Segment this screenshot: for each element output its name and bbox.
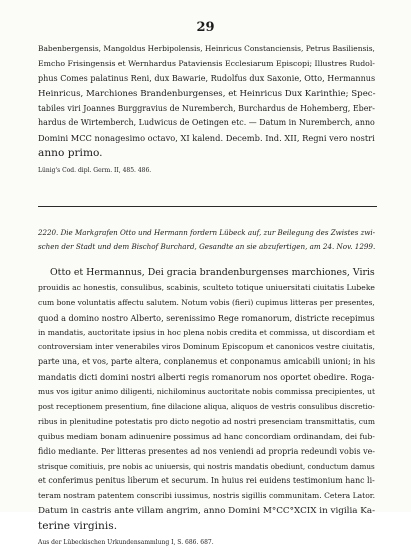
heading-line: schen der Stadt und dem Bischof Burchard, Gesandte an sie abzufertigen, am 24. Nov. 1299. xyxy=(38,242,376,252)
text-line: Datum in castris ante villam angrim, anno Domini M°CC°XCIX in vigilia Ka- xyxy=(38,506,376,517)
text-line: terine virginis. xyxy=(38,520,118,533)
text-line: teram nostram patentem conscribi iussimus, nostris sigillis communitam. Cetera Lator. xyxy=(38,491,376,501)
text-line: ribus in plenitudine potestatis pro dicto negotio ad nostri presenciam transmittatis, cum xyxy=(38,416,375,426)
text-line: phus Comes palatinus Reni, dux Bawarie, Rudolfus dux Saxonie, Otto, Hermannus xyxy=(38,73,376,83)
source-note: Lünig's Cod. dipl. Germ. II, 485. 486. xyxy=(38,167,152,175)
text-line: prouidis ac honestis, consulibus, scabinis, sculteto totique uniuersitati ciuitatis Lubeke xyxy=(38,282,375,292)
text-line: quibus mediam bonam adinuenire possimus ad hanc concordiam ordinandam, dei fub- xyxy=(38,431,375,441)
separator-line xyxy=(38,206,377,207)
text-line: tabiles viri Joannes Burggravius de Nuremberch, Burchardus de Hohemberg, Eber- xyxy=(38,103,375,113)
text-line: post receptionem presentium, fine dilacione aliqua, aliquos de vestris consulibus discretio- xyxy=(38,402,375,412)
text-line: strisque comitiuis, pre nobis ac uniuersis, qui nostris mandatis obediunt, conductum damus xyxy=(38,461,375,471)
text-line: hardus de Wirtemberch, Ludwicus de Oetingen etc. — Datum in Nuremberch, anno xyxy=(38,118,375,128)
heading-line: 2220. Die Markgrafen Otto und Hermann fordern Lübeck auf, zur Beilegung des Zwistes zwi- xyxy=(38,228,376,237)
text-line: parte una, et vos, parte altera, conplanemus et conponamus amicabili unioni; in his xyxy=(38,357,376,367)
text-line: Emcho Frisingensis et Wernhardus Pataviensis Ecclesiarum Episcopi; Illustres Rudol- xyxy=(38,58,375,68)
text-line: Babenbergensis, Mangoldus Herbipolensis, Heinricus Constanciensis, Petrus Basiliensis, xyxy=(38,44,375,53)
text-line: Heinricus, Marchiones Brandenburgenses, et Heinricus Dux Karinthie; Spec- xyxy=(38,88,376,99)
text-line: Domini MCC nonagesimo octavo, XI kalend. Decemb. Ind. XII, Regni vero nostri xyxy=(38,133,375,144)
text-line: fidio mediante. Per litteras presentes ad nos veniendi ad propria redeundi vobis ve- xyxy=(38,446,375,456)
text-line: in mandatis, auctoritate ipsius in hoc plena nobis credita et commissa, ut discordiam et xyxy=(38,327,375,337)
continuation-text xyxy=(38,42,377,175)
document-body xyxy=(38,266,377,547)
text-line: mus vos igitur animo diligenti, nichilominus auctoritate nobis commissa precipientes, ut xyxy=(38,387,376,397)
text-line: controversiam inter venerabiles viros Dominum Episcopum et canonicos vestre ciuitatis, xyxy=(38,342,375,352)
text-line: cum bone voluntatis affectu salutem. Notum vobis (fieri) cupimus litteras per presentes, xyxy=(38,297,375,307)
source-note: Aus der Lübeckischen Urkundensammlung I, S. 686. 687. xyxy=(38,539,214,547)
text-line: anno primo. xyxy=(38,147,103,160)
text-line: mandatis dicti domini nostri alberti regis romanorum nos oportet obedire. Roga- xyxy=(38,372,375,383)
text-line: quod a domino nostro Alberto, serenissimo Rege romanorum, districte recepimus xyxy=(38,312,375,323)
page-number: 29 xyxy=(196,20,215,35)
document-heading xyxy=(38,226,377,255)
text-line: et conferimus penitus liberum et securum. In huius rei euidens testimonium hanc li- xyxy=(38,476,375,486)
text-line: Otto et Hermannus, Dei gracia brandenburgenses marchiones, Viris xyxy=(50,267,375,278)
